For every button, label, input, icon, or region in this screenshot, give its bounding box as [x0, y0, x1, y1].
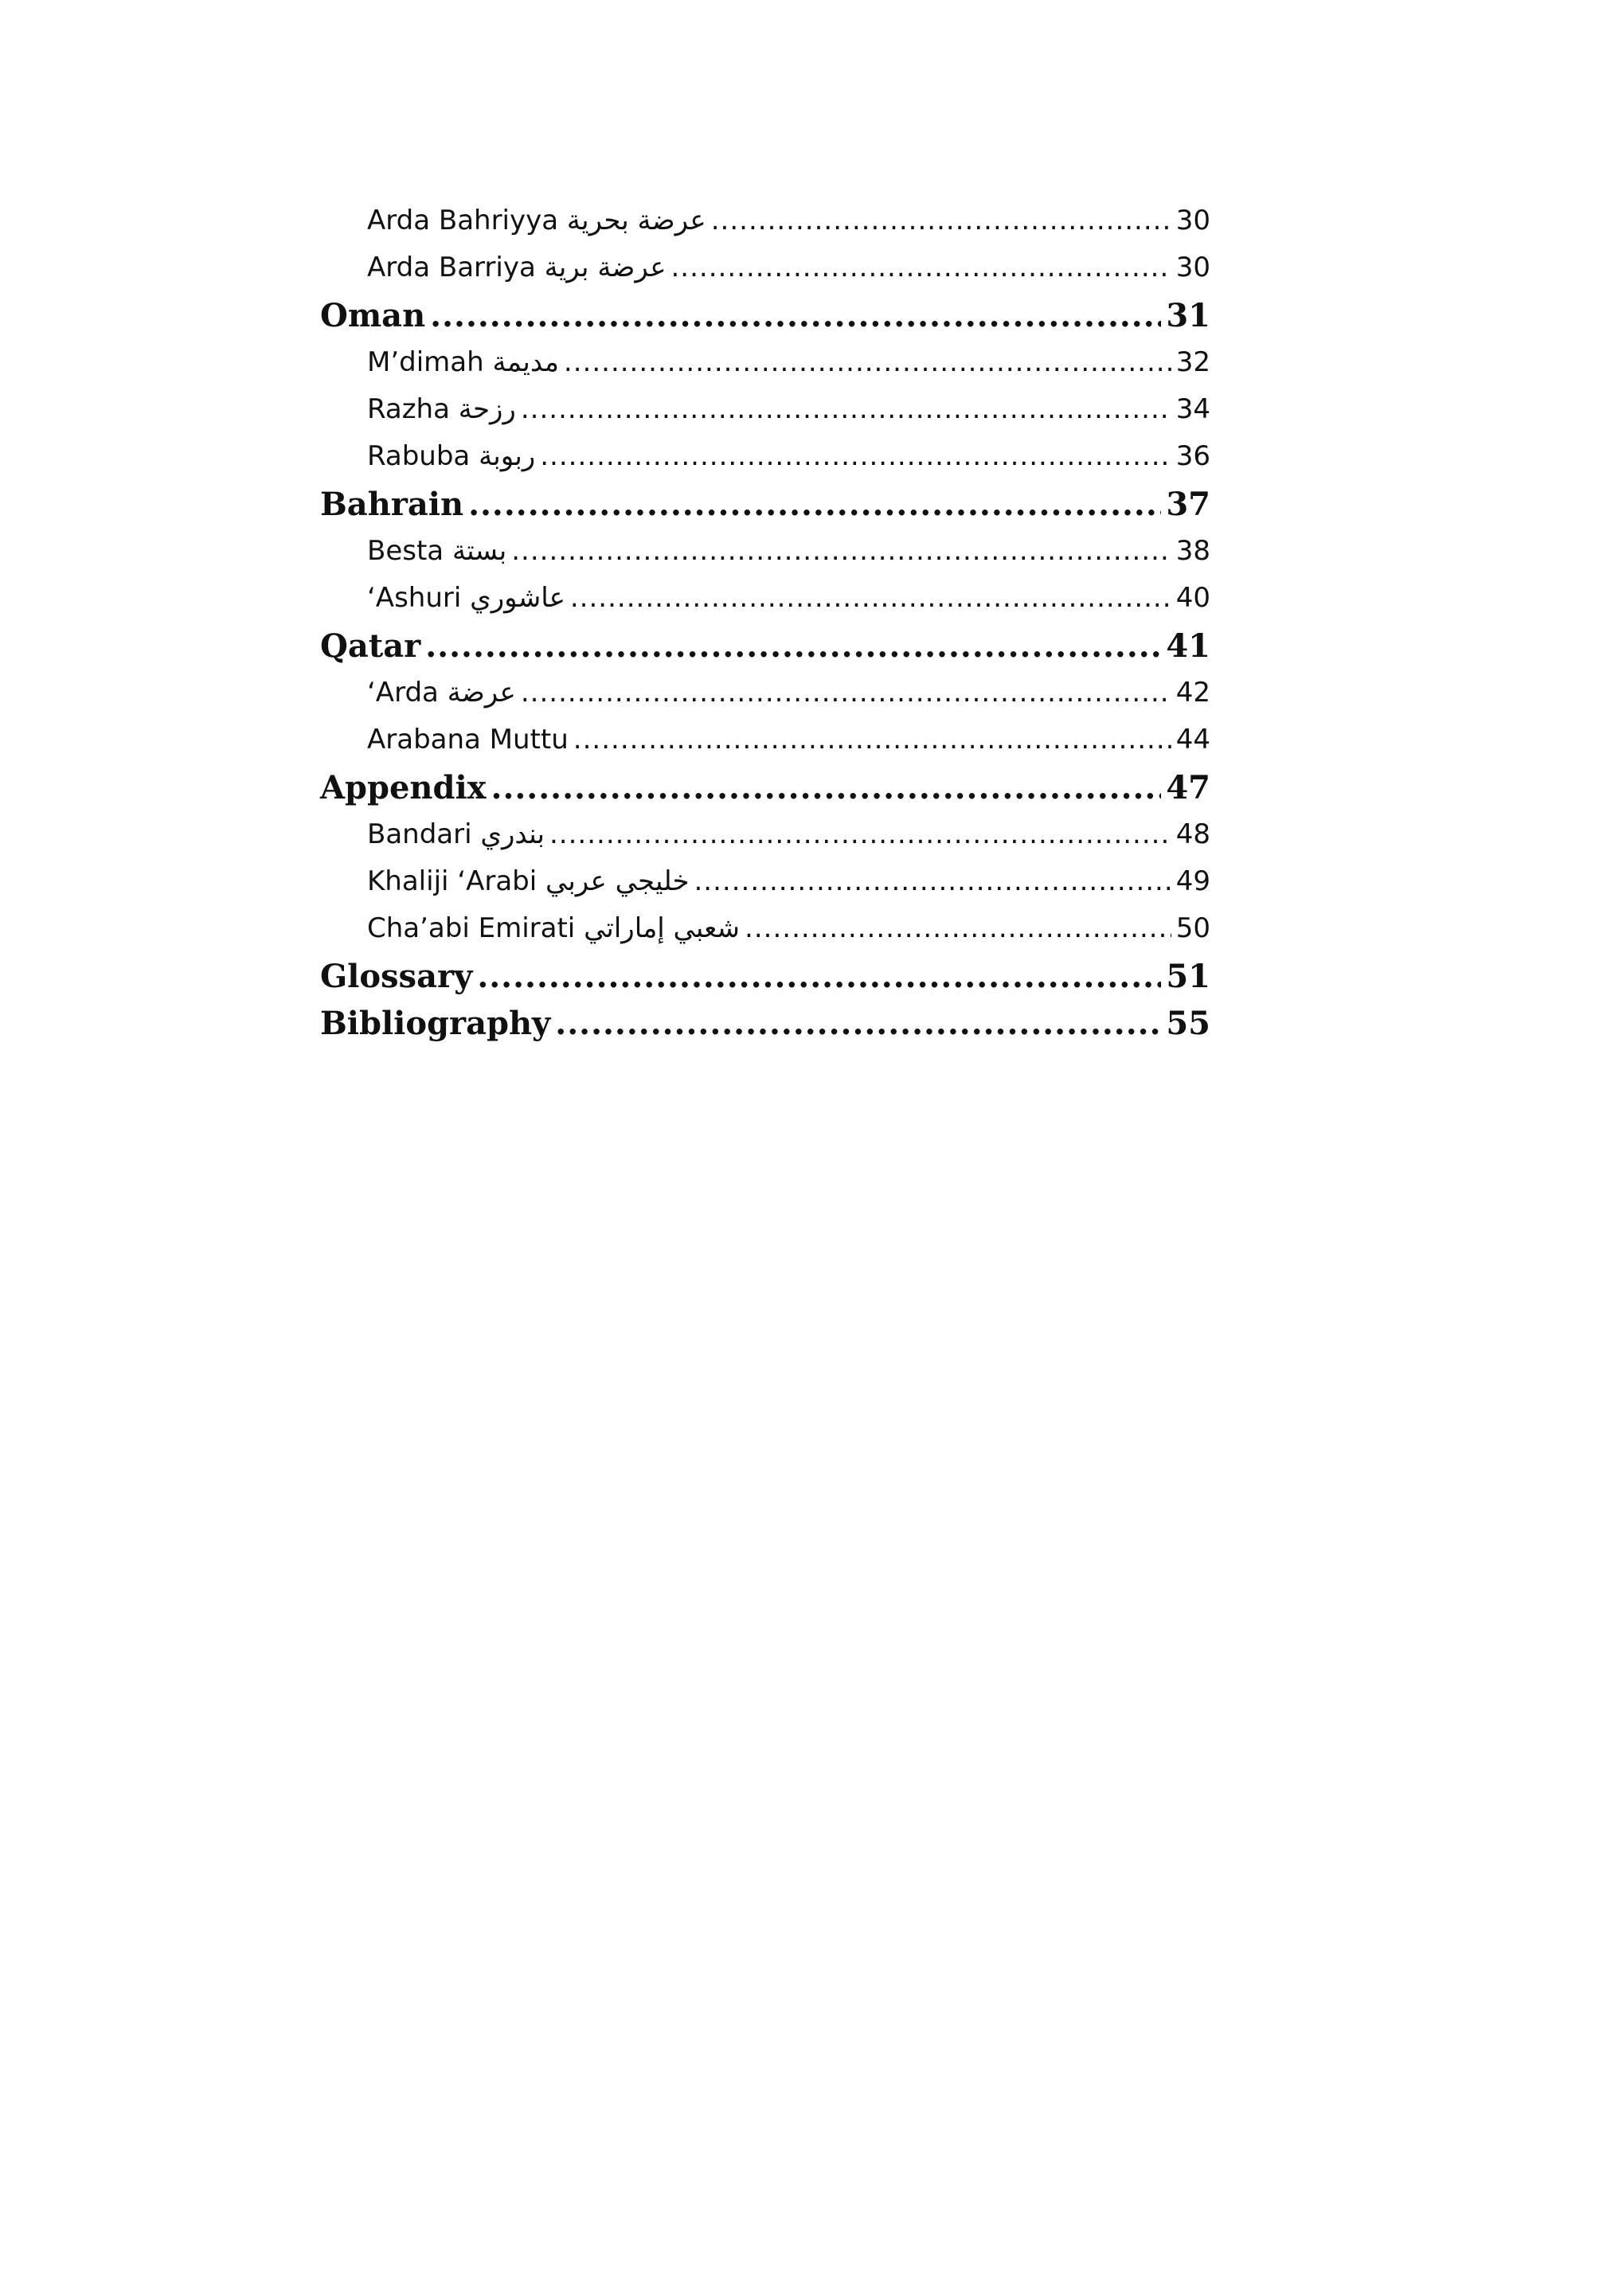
toc-page-number: 32 [1175, 346, 1210, 378]
toc-dot-leader [540, 433, 1171, 480]
toc-page-number: 31 [1166, 296, 1210, 334]
toc-dot-leader [670, 244, 1171, 291]
toc-entry-label: Besta بستة [367, 535, 507, 568]
toc-page-number: 34 [1175, 393, 1210, 426]
toc-page-number: 40 [1175, 582, 1210, 615]
toc-page-number: 37 [1166, 485, 1210, 523]
toc-page-number: 30 [1175, 205, 1210, 236]
toc-entry-label: Arabana Muttu [367, 724, 569, 756]
toc-page-number: 51 [1166, 957, 1210, 995]
toc-page-number: 47 [1166, 768, 1210, 806]
toc-dot-leader [549, 811, 1171, 858]
toc-page-number: 36 [1175, 440, 1210, 473]
toc-section-label: Bibliography [320, 1005, 551, 1043]
toc-dot-leader [570, 575, 1171, 622]
toc-section-label: Appendix [320, 768, 487, 806]
toc-dot-leader [573, 717, 1171, 763]
toc-dot-leader [430, 292, 1161, 339]
toc-dot-leader [477, 953, 1161, 1000]
toc-entry-bandari[interactable] [320, 811, 1210, 858]
toc-dot-leader [694, 858, 1171, 905]
toc-entry-besta[interactable] [320, 528, 1210, 575]
toc-page-number: 49 [1175, 865, 1210, 898]
toc-entry-razha[interactable] [320, 386, 1210, 433]
toc-page-number: 55 [1166, 1005, 1210, 1043]
toc-entry-label: Razha رزحة [367, 393, 516, 426]
toc-section-glossary[interactable] [320, 953, 1210, 1000]
toc-section-appendix[interactable] [320, 764, 1210, 811]
toc-dot-leader [468, 481, 1161, 528]
toc-entry-arda-barriya[interactable] [320, 244, 1210, 291]
toc-entry-label: ‘Ashuri عاشوري [367, 582, 565, 615]
toc-page-number: 41 [1166, 627, 1210, 665]
toc-section-bahrain[interactable] [320, 481, 1210, 528]
toc-entry-ashuri[interactable] [320, 575, 1210, 622]
toc-dot-leader [491, 764, 1162, 811]
toc-dot-leader [521, 670, 1171, 717]
toc-section-label: Oman [320, 296, 426, 334]
toc-entry-label: Cha’abi Emirati شعبي إماراتي [367, 912, 741, 945]
toc-page-number: 42 [1175, 676, 1210, 709]
toc-entry-label: Khaliji ‘Arabi خليجي عربي [367, 865, 690, 898]
toc-entry-label: Arda Bahriyya عرضة بحرية [367, 205, 706, 236]
toc-page-number: 38 [1175, 535, 1210, 568]
toc-dot-leader [555, 1000, 1161, 1047]
toc-entry-chaabi-emirati[interactable] [320, 905, 1210, 952]
toc-dot-leader [521, 386, 1171, 433]
toc-page-number: 50 [1175, 912, 1210, 945]
toc-section-oman[interactable] [320, 292, 1210, 339]
toc-entry-label: ‘Arda عرضة [367, 676, 516, 709]
toc-entry-mdimah[interactable] [320, 339, 1210, 386]
toc-entry-label: M’dimah مديمة [367, 346, 559, 378]
toc-section-label: Glossary [320, 957, 473, 995]
toc-section-bibliography[interactable] [320, 1000, 1210, 1047]
toc-entry-label: Arda Barriya عرضة برية [367, 252, 667, 284]
toc-page-number: 44 [1175, 724, 1210, 756]
toc-entry-arda[interactable] [320, 670, 1210, 717]
toc-entry-arabana-muttu[interactable] [320, 717, 1210, 763]
toc-entry-arda-bahriyya[interactable] [320, 197, 1210, 244]
toc-page-number: 48 [1175, 818, 1210, 850]
toc-dot-leader [511, 528, 1171, 575]
toc-section-label: Qatar [320, 627, 421, 665]
toc-dot-leader [564, 339, 1171, 386]
toc-dot-leader [711, 197, 1171, 244]
toc-dot-leader [425, 623, 1161, 670]
toc-dot-leader [745, 905, 1171, 952]
toc-entry-khaliji-arabi[interactable] [320, 858, 1210, 905]
toc-entry-label: Rabuba ربوبة [367, 440, 536, 473]
toc-section-label: Bahrain [320, 485, 464, 523]
table-of-contents [320, 197, 1210, 1047]
toc-entry-label: Bandari بندري [367, 818, 545, 850]
toc-section-qatar[interactable] [320, 623, 1210, 670]
toc-page-number: 30 [1175, 252, 1210, 284]
toc-entry-rabuba[interactable] [320, 433, 1210, 480]
